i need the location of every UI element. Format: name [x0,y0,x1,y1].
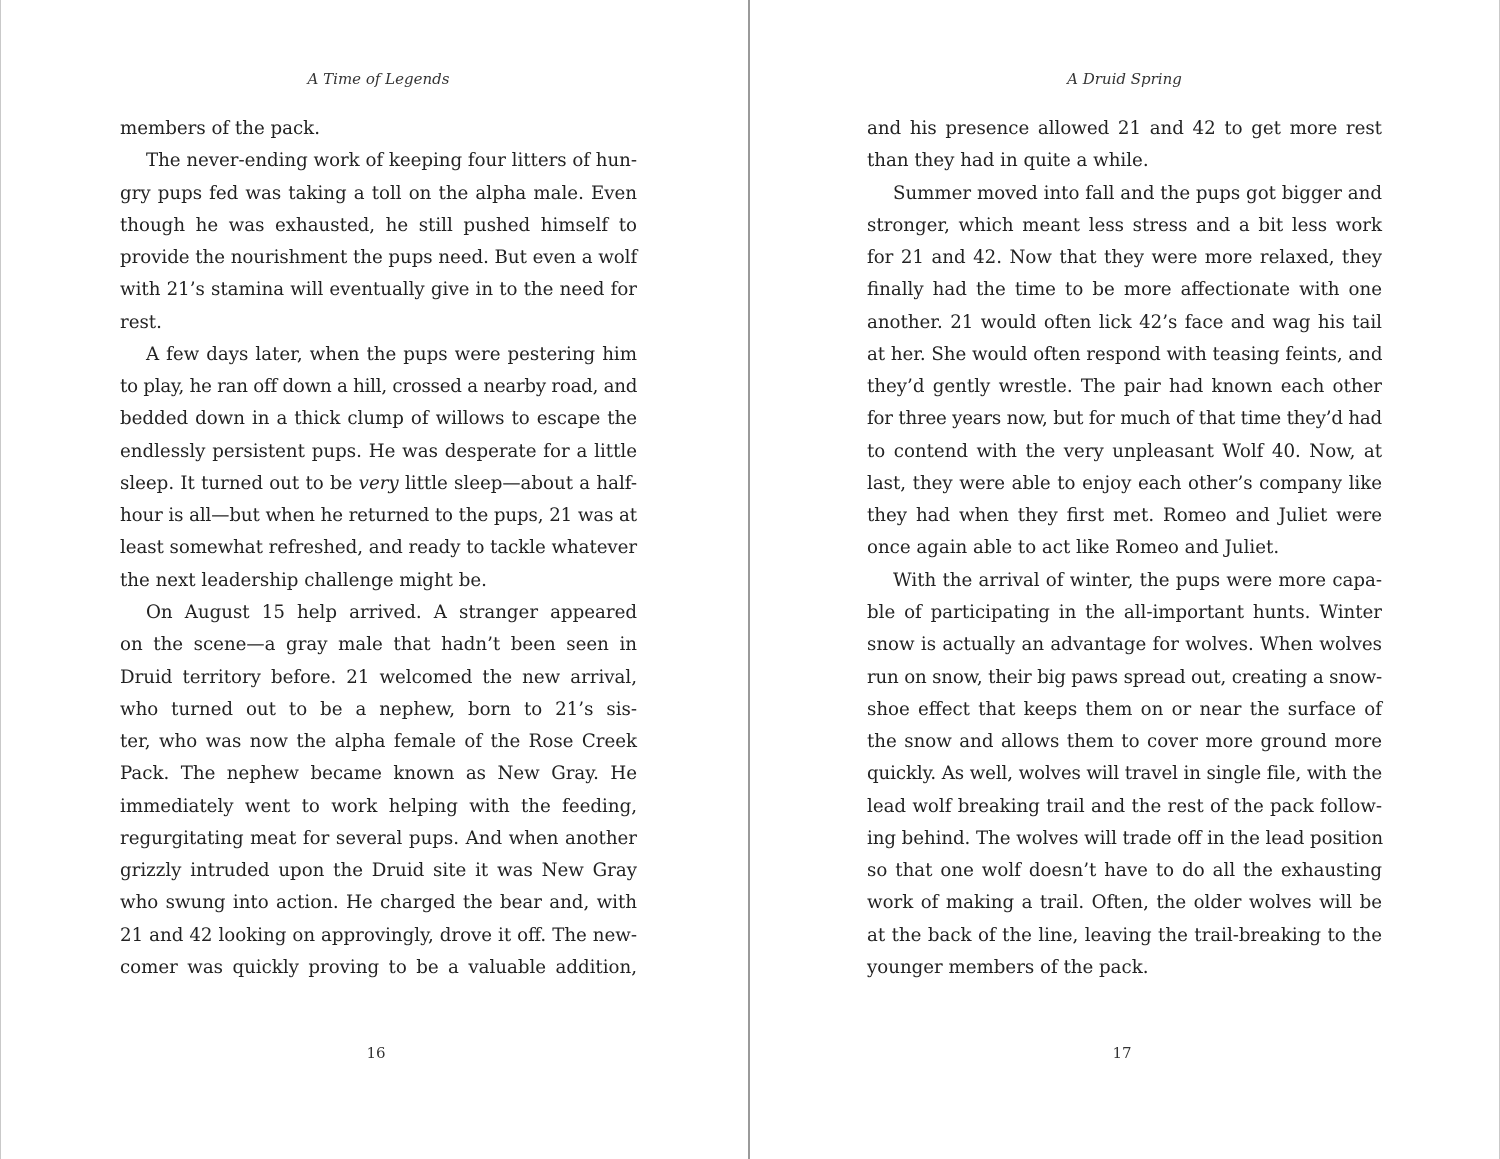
text-line: comer was quickly proving to be a valuable addition, [120,956,637,978]
text-line: bedded down in a thick clump of willows to escape the [120,408,637,430]
text-line: hour is all—but when he returned to the pups, 21 was at [120,505,637,527]
text-line: than they had in quite a while. [867,150,1149,172]
text-line: once again able to act like Romeo and Juliet. [867,537,1280,559]
text-line: so that one wolf doesn’t have to do all the exhausting [867,860,1382,882]
text-line: to play, he ran off down a hill, crossed a nearby road, and [120,376,638,398]
text-line: The never-ending work of keeping four litters of hun- [146,150,637,172]
text-line: On August 15 help arrived. A stranger appeared [146,601,637,623]
text-line: ing behind. The wolves will trade off in the lead position [867,827,1383,849]
text-line: the snow and allows them to cover more ground more [867,731,1382,753]
text-line: with 21’s stamina will eventually give in to the need for [120,279,637,301]
text-line: endlessly persistent pups. He was desperate for a little [120,440,637,462]
text-line: Druid territory before. 21 welcomed the new arrival, [120,666,637,688]
running-head-right: A Druid Spring [1067,70,1182,88]
text-line: gry pups fed was taking a toll on the alpha male. Even [120,182,637,204]
text-line: they had when they first met. Romeo and Juliet were [867,505,1382,527]
text-line: Pack. The nephew became known as New Gray. He [120,763,637,785]
text-line: at the back of the line, leaving the trail-breaking to the [867,924,1382,946]
text-line: provide the nourishment the pups need. But even a wolf [120,247,638,269]
text-line: regurgitating meat for several pups. And when another [120,827,637,849]
text-line: members of the pack. [120,118,320,139]
text-run: little sleep—about a half- [398,472,637,494]
text-line: shoe effect that keeps them on or near the surface of [867,698,1382,720]
text-line-with-emphasis [120,468,637,500]
text-line: rest. [120,311,162,333]
text-line: for three years now, but for much of that time they’d had [867,408,1382,430]
text-line: immediately went to work helping with the feeding, [120,795,637,817]
body-text-left [120,113,637,984]
text-line: quickly. As well, wolves will travel in single file, with the [867,763,1383,785]
text-line: With the arrival of winter, the pups were more capa- [893,569,1382,591]
text-line: snow is actually an advantage for wolves. When wolves [867,634,1382,656]
text-line: grizzly intruded upon the Druid site it was New Gray [120,860,637,882]
text-line: least somewhat refreshed, and ready to tackle whatever [120,537,637,559]
text-line: though he was exhausted, he still pushed himself to [120,214,637,236]
text-line: 21 and 42 looking on approvingly, drove it off. The new- [120,924,637,946]
text-line: run on snow, their big paws spread out, creating a snow- [867,666,1382,688]
text-line: younger members of the pack. [867,956,1149,978]
text-line: on the scene—a gray male that hadn’t been seen in [120,634,637,656]
text-line: to contend with the very unpleasant Wolf 40. Now, at [867,440,1382,462]
text-run: sleep. It turned out to be [120,472,359,494]
text-line: who turned out to be a nephew, born to 21’s sis- [120,698,637,720]
right-page [750,0,1500,1159]
text-line: they’d gently wrestle. The pair had known each other [867,376,1382,398]
text-line: A few days later, when the pups were pestering him [146,343,637,365]
text-line: who swung into action. He charged the bear and, with [120,892,637,914]
left-page [0,0,748,1159]
text-line: for 21 and 42. Now that they were more relaxed, they [867,247,1382,269]
text-line: lead wolf breaking trail and the rest of the pack follow- [867,795,1382,817]
text-line: another. 21 would often lick 42’s face and wag his tail [867,311,1382,333]
text-line: finally had the time to be more affectionate with one [867,279,1382,301]
text-line: Summer moved into fall and the pups got bigger and [893,182,1382,204]
page-number-right: 17 [1112,1044,1132,1062]
text-line: ter, who was now the alpha female of the Rose Creek [120,731,637,753]
emphasis-word: very [358,472,399,494]
text-line: and his presence allowed 21 and 42 to get more rest [867,118,1382,139]
text-line: work of making a trail. Often, the older wolves will be [867,892,1382,914]
page-number-left: 16 [366,1044,386,1062]
text-line: last, they were able to enjoy each other’s company like [867,472,1382,494]
running-head-left: A Time of Legends [307,70,450,88]
text-line: the next leadership challenge might be. [120,569,487,591]
text-line: stronger, which meant less stress and a bit less work [867,214,1382,236]
text-line: ble of participating in the all-important hunts. Winter [867,601,1382,623]
text-line: at her. She would often respond with teasing feints, and [867,343,1383,365]
body-text-right [867,113,1382,984]
